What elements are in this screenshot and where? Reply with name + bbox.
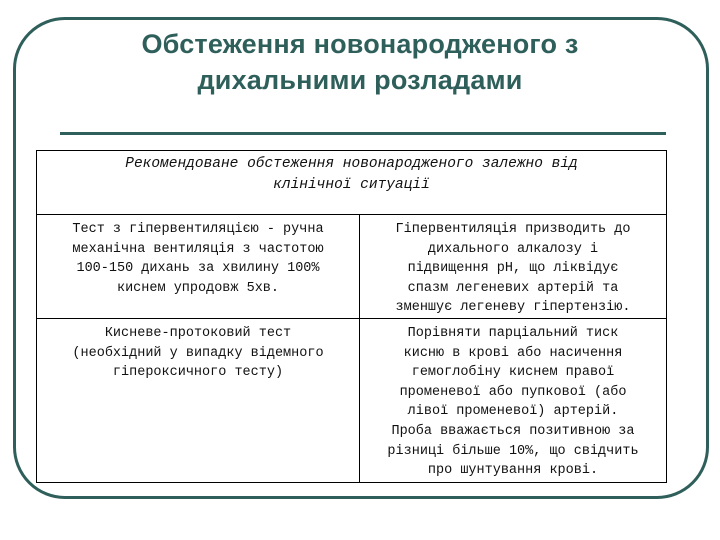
cell-line: Проба вважається позитивною за (391, 423, 635, 439)
cell-line: Кисневе-протоковий тест (104, 325, 292, 341)
cell-line: гемоглобіну киснем правої (411, 365, 615, 381)
cell-line: Порівняти парціальний тиск (407, 325, 619, 341)
cell-line: Тест з гіпервентиляцією - ручна (72, 222, 324, 237)
cell-line: механічна вентиляція з частотою (72, 241, 324, 257)
table-header (37, 151, 667, 215)
title-divider (60, 132, 666, 135)
header-line-2: клінічної ситуації (273, 177, 430, 193)
title-line-2: дихальними розладами (197, 65, 523, 95)
description-cell (360, 215, 667, 319)
cell-line: кисню в крові або насичення (403, 345, 623, 361)
cell-line: дихального алкалозу і (427, 241, 599, 257)
test-cell (37, 215, 360, 319)
cell-line: лівої променевої) артерій. (407, 404, 619, 420)
cell-line: Гіпервентиляція призводить до (395, 222, 631, 237)
slide-title (60, 26, 660, 98)
cell-line: різниці більше 10%, що свідчить (387, 443, 639, 459)
header-line-1: Рекомендоване обстеження новонародженого залежно від (125, 156, 578, 172)
title-line-1: Обстеження новонародженого з (141, 29, 579, 59)
table-header-row (37, 151, 667, 215)
cell-line: (необхідний у випадку відемного (72, 345, 324, 361)
table-row (37, 318, 667, 482)
cell-line: зменшує легеневу гіпертензію. (395, 300, 631, 316)
cell-line: спазм легеневих артерій та (407, 280, 619, 296)
test-cell (37, 318, 360, 482)
cell-line: гіпероксичного тесту) (112, 365, 284, 381)
recommendation-table (36, 150, 667, 483)
description-cell (360, 318, 667, 482)
cell-line: киснем упродовж 5хв. (116, 280, 280, 296)
table-row (37, 215, 667, 319)
cell-line: променевої або пупкової (або (399, 384, 627, 400)
cell-line: 100-150 дихань за хвилину 100% (76, 261, 320, 277)
cell-line: підвищення pH, що ліквідує (407, 261, 619, 277)
cell-line: про шунтування крові. (427, 463, 599, 479)
